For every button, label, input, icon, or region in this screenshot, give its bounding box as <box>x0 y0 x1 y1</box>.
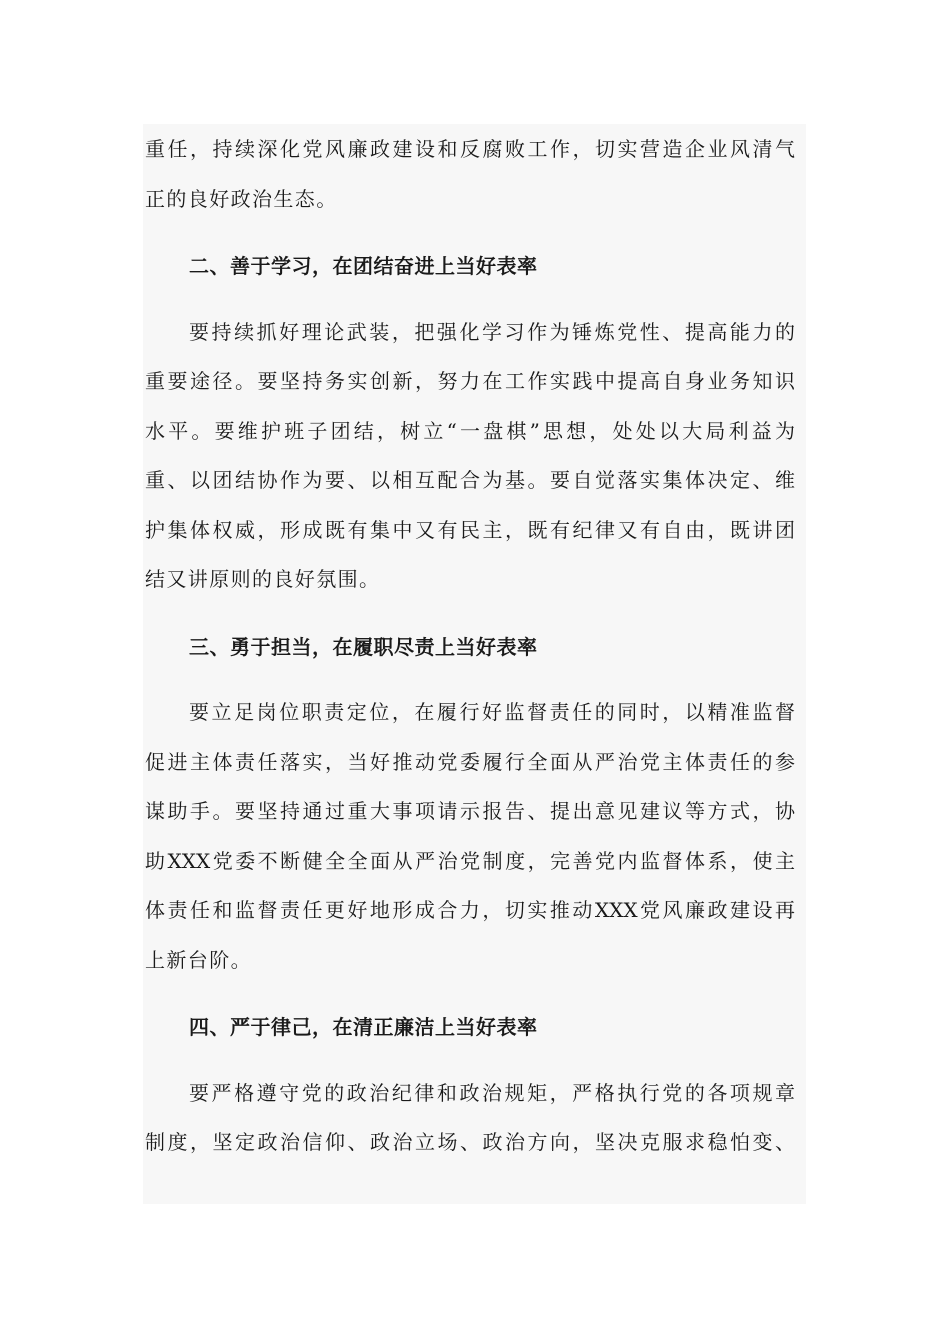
paragraph-line: 正的良好政治生态。 <box>145 186 338 211</box>
paragraph-line: 促进主体责任落实，当好推动党委履行全面从严治党主体责任的参 <box>145 749 795 774</box>
paragraph-line: 要严格遵守党的政治纪律和政治规矩，严格执行党的各项规章 <box>189 1080 795 1105</box>
spacer <box>145 1053 795 1069</box>
paragraph-line: 重、以团结协作为要、以相互配合为基。要自觉落实集体决定、维 <box>145 468 795 492</box>
spacer <box>145 672 795 688</box>
paragraph-line: 结又讲原则的良好氛围。 <box>145 567 381 591</box>
spacer <box>145 605 795 623</box>
paragraph-line: 重任，持续深化党风廉政建设和反腐败工作，切实营造企业风清气 <box>145 137 795 161</box>
document-body <box>145 125 795 1168</box>
paragraph-line: 谋助手。要坚持通过重大事项请示报告、提出意见建议等方式，协 <box>145 799 795 823</box>
spacer <box>145 292 795 308</box>
paragraph-line: 制度，坚定政治信仰、政治立场、政治方向，坚决克服求稳怕变、 <box>145 1130 795 1154</box>
paragraph-line: 上新台阶。 <box>145 947 252 972</box>
section-heading-3: 三、勇于担当，在履职尽责上当好表率 <box>189 634 538 659</box>
paragraph-line: 护集体权威，形成既有集中又有民主，既有纪律又有自由，既讲团 <box>145 517 795 542</box>
paragraph-line: 要立足岗位职责定位，在履行好监督责任的同时，以精准监督 <box>189 700 795 724</box>
paragraph-line: 要持续抓好理论武装，把强化学习作为锤炼党性、提高能力的 <box>189 319 795 344</box>
spacer <box>145 985 795 1003</box>
paragraph-line: 重要途径。要坚持务实创新，努力在工作实践中提高自身业务知识 <box>145 369 795 393</box>
paragraph-line: 水平。要维护班子团结，树立“一盘棋”思想，处处以大局利益为 <box>145 418 795 443</box>
section-heading-4: 四、严于律己，在清正廉洁上当好表率 <box>189 1015 538 1039</box>
spacer <box>145 224 795 242</box>
paragraph-line: 助XXX党委不断健全全面从严治党制度，完善党内监督体系，使主 <box>145 848 795 873</box>
paragraph-line: 体责任和监督责任更好地形成合力，切实推动XXX党风廉政建设再 <box>145 898 795 922</box>
section-heading-2: 二、善于学习，在团结奋进上当好表率 <box>189 254 538 278</box>
